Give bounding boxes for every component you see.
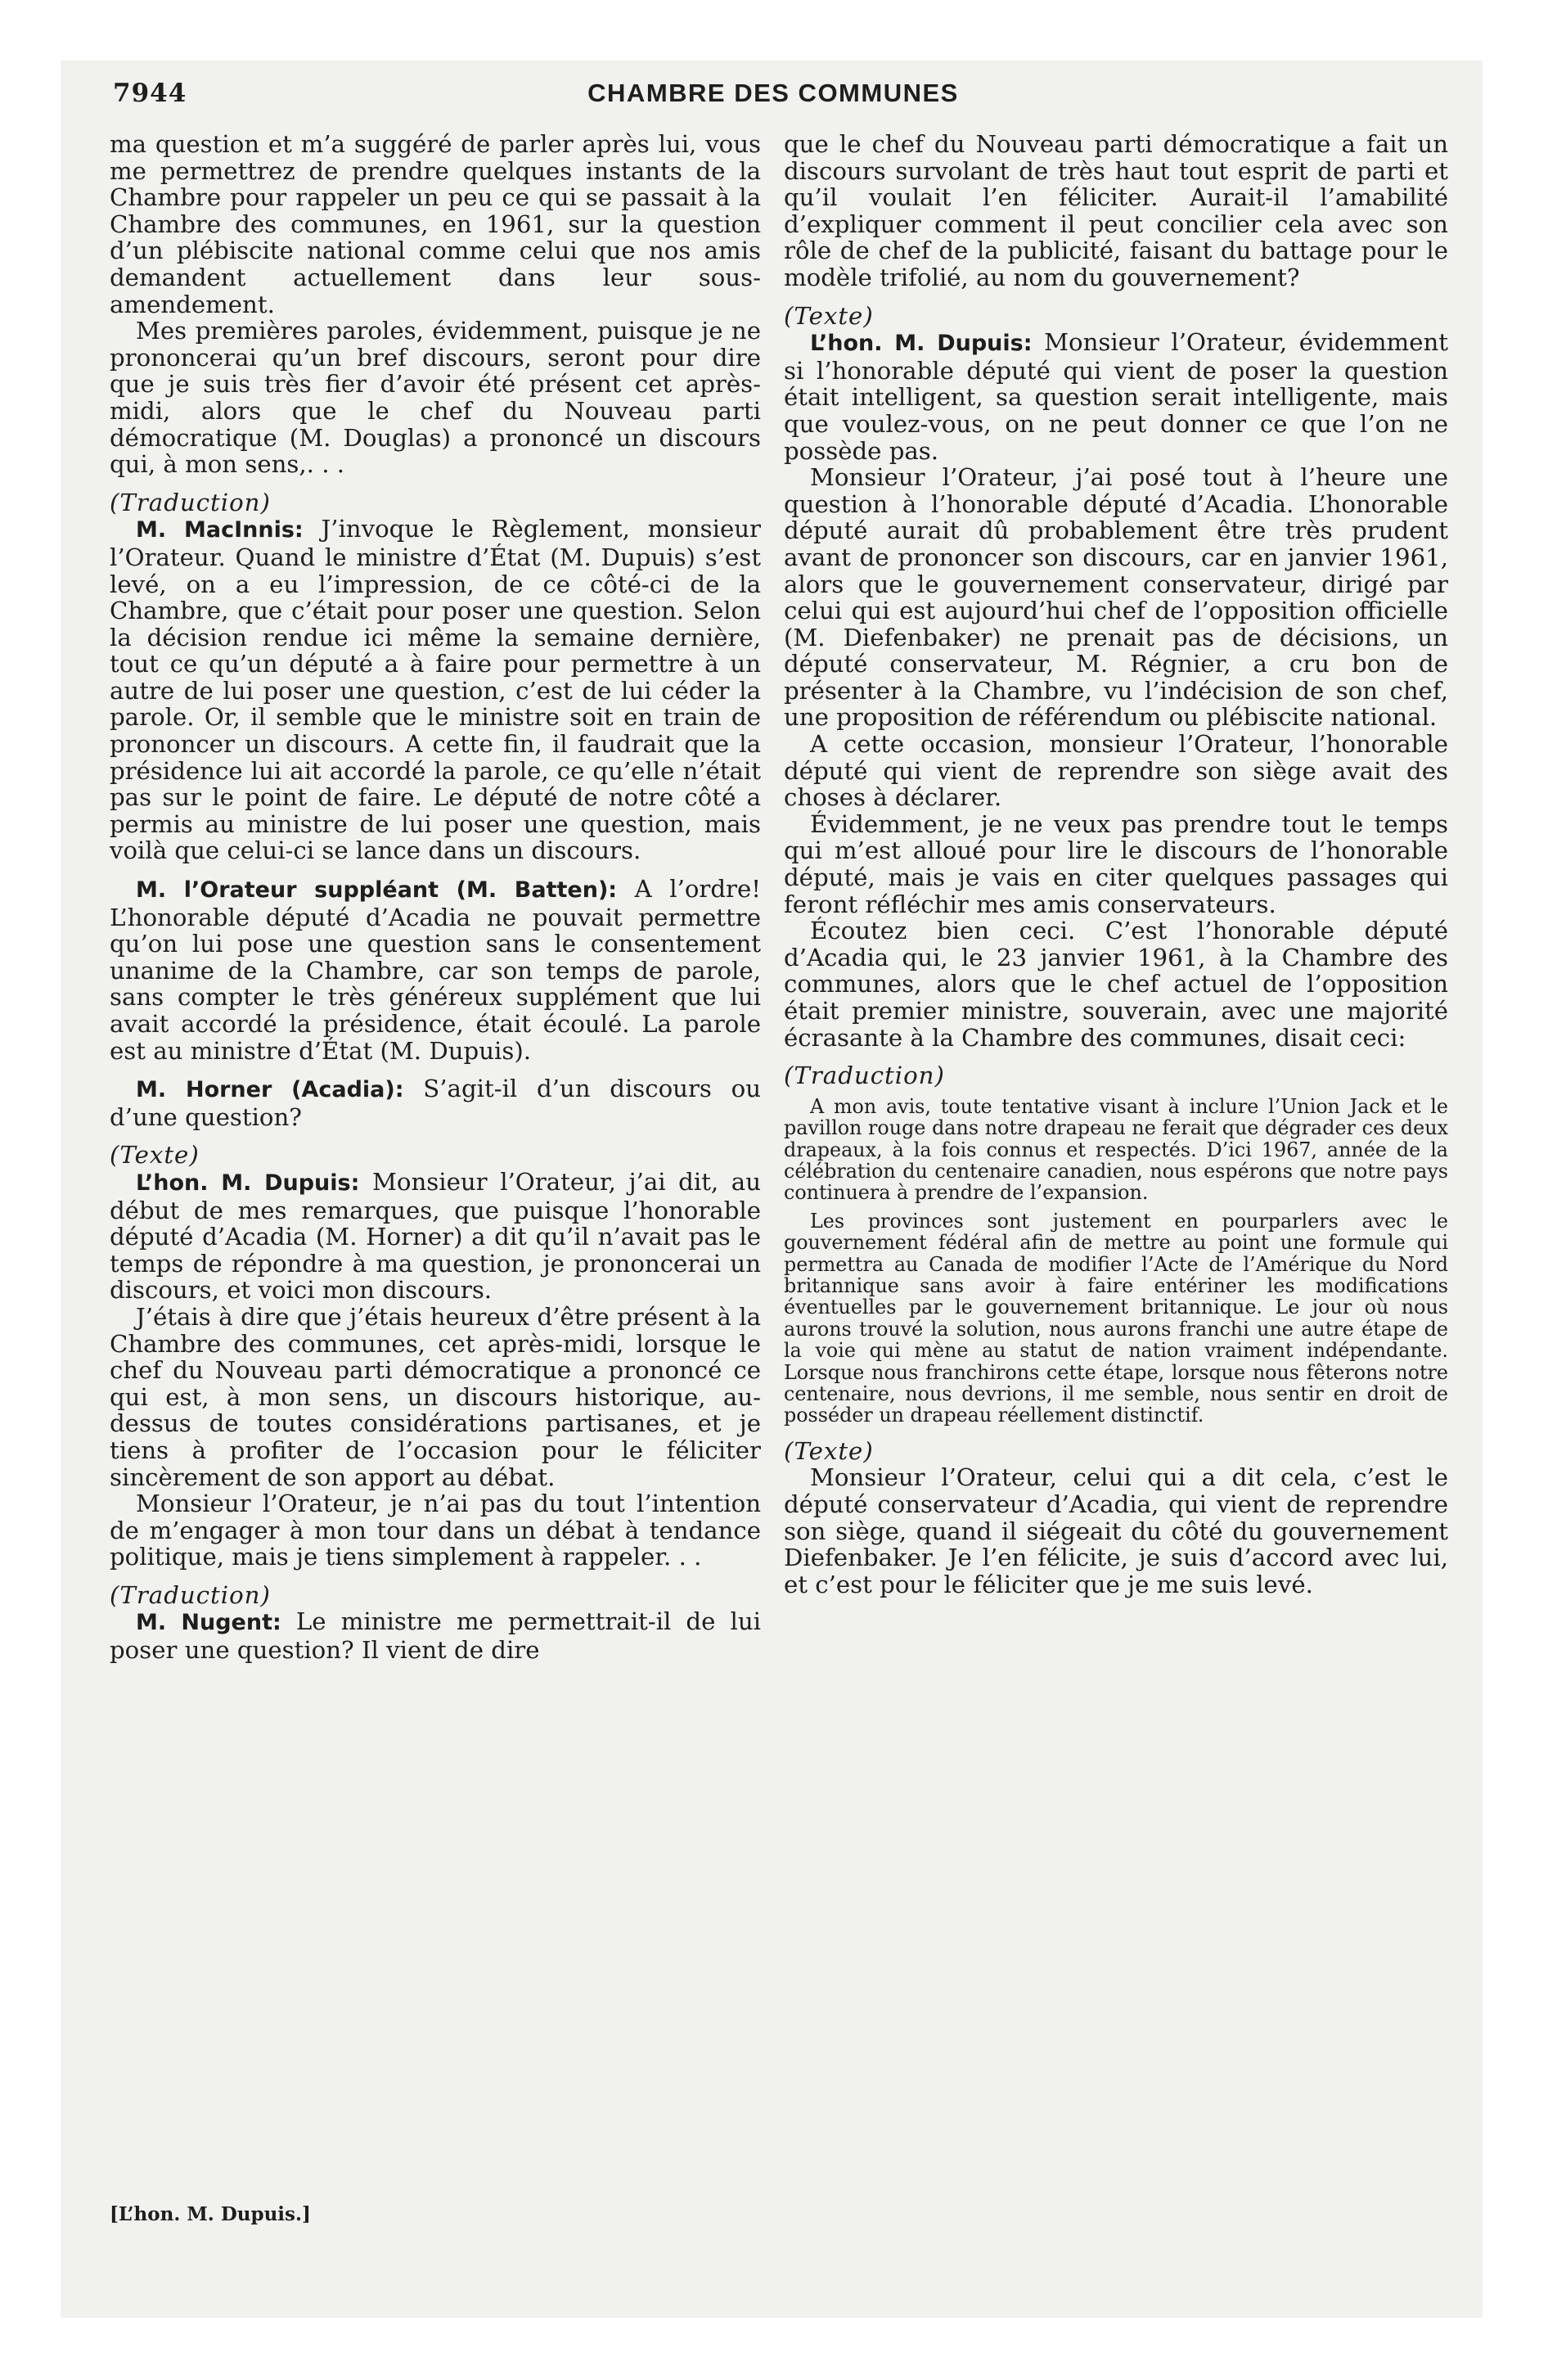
language-label: (Traduction)	[784, 1062, 945, 1090]
speech-text: S’agit-il d’un discours ou d’une question?	[110, 1075, 761, 1131]
speech-text: Le ministre me permettrait-il de lui poser une question? Il vient de dire	[110, 1607, 761, 1665]
speech-paragraph	[110, 876, 761, 1064]
speaker-name: M. l’Orateur suppléant (M. Batten):	[136, 877, 618, 904]
speech-text: J’invoque le Règlement, monsieur l’Orateur. Quand le ministre d’État (M. Dupuis) s’est levé, on a eu l’impression, de ce côté-ci de la Chambre, que c’était pour poser une question. Selon la décision rendue ici même la semaine dernière, tout ce qu’un député a à faire pour permettre à un autre de lui poser une question, c’est de lui céder la parole. Or, il semble que le ministre soit en train de prononcer un discours. A cette fin, il faudrait que la présidence lui ait accordé la parole, ce qu’elle n’était pas sur le point de faire. Le député de notre côté a permis au ministre de lui poser une question, mais voilà que celui-ci se lance dans un discours.	[110, 515, 761, 865]
speech-text: A l’ordre! L’honorable député d’Acadia ne pouvait permettre qu’on lui pose une question sans le consentement unanime de la Chambre, car son temps de parole, sans compter le très généreux supplément que lui avait accordé la présidence, était écoulé. La parole est au ministre d’État (M. Dupuis).	[110, 875, 762, 1065]
speech-text: Monsieur l’Orateur, j’ai dit, au début de mes remarques, que puisque l’honorable député d’Acadia (M. Horner) a dit qu’il n’avait pas le temps de répondre à ma question, je prononcerai un discours, et voici mon discours.	[110, 1167, 762, 1305]
paragraph: que le chef du Nouveau parti démocratique a fait un discours survolant de très haut tout esprit de parti et qu’il voulait l’en féliciter. Aurait-il l’amabilité d’expliquer comment il peut concilier cela avec son rôle de chef de la publicité, faisant du battage pour le modèle trifolié, au nom du gouvernement?	[784, 130, 1448, 291]
speech-paragraph	[784, 329, 1448, 464]
right-column	[784, 131, 1448, 1598]
speaker-name: M. Horner (Acadia):	[136, 1077, 404, 1103]
speaker-name: M. Nugent:	[136, 1610, 281, 1636]
speech-paragraph	[110, 1169, 761, 1304]
speech-paragraph	[110, 516, 761, 864]
speech-paragraph	[110, 1075, 761, 1130]
paragraph: Mes premières paroles, évidemment, puisque je ne prononcerai qu’un bref discours, seront pour dire que je suis très fier d’avoir été présent cet après-midi, alors que le chef du Nouveau parti démocratique (M. Douglas) a prononcé un discours qui, à mon sens,. . .	[110, 317, 761, 479]
paragraph: J’étais à dire que j’étais heureux d’être présent à la Chambre des communes, cet après-midi, lorsque le chef du Nouveau parti démocratique a prononcé ce qui est, à mon sens, un discours historique, au-dessus de toutes considérations partisanes, et je tiens à profiter de l’occasion pour le féliciter sincèrement de son apport au débat.	[110, 1302, 761, 1491]
speech-text: Monsieur l’Orateur, évidemment si l’honorable député qui vient de poser la question était intelligent, sa question serait intelligente, mais que voulez-vous, on ne peut donner ce que l’on ne possède pas.	[784, 328, 1449, 465]
language-label: (Texte)	[784, 1436, 874, 1465]
speaker-name: M. MacInnis:	[136, 517, 304, 543]
running-head: CHAMBRE DES COMMUNES	[587, 79, 959, 107]
language-label: (Traduction)	[110, 1580, 271, 1609]
speech-paragraph	[110, 1608, 761, 1663]
quotation: Les provinces sont justement en pourparlers avec le gouvernement fédéral afin de mettre au point une formule qui permettra au Canada de modifier l’Acte de l’Amérique du Nord britannique sans avoir à faire entériner les modifications éventuelles par le gouvernement britannique. Le jour où nous aurons trouvé la solution, nous aurons franchi une autre étape de la voie qui mène au statut de nation vraiment indépendante. Lorsque nous franchirons cette étape, lorsque nous fêterons notre centenaire, nous devrions, il me semble, nous sentir en droit de posséder un drapeau réellement distinctif.	[784, 1209, 1448, 1427]
paragraph: Évidemment, je ne veux pas prendre tout le temps qui m’est alloué pour lire le discours de l’honorable député, mais je vais en citer quelques passages qui feront réfléchir mes amis conservateurs.	[784, 809, 1448, 918]
language-label: (Traduction)	[110, 488, 271, 516]
speaker-name: L’hon. M. Dupuis:	[136, 1170, 360, 1196]
quotation: A mon avis, toute tentative visant à inclure l’Union Jack et le pavillon rouge dans notre drapeau ne ferait que dégrader ces deux drapeaux, à la fois connus et respectés. D’ici 1967, année de la célébration du centenaire canadien, nous espérons que notre pays continuera à prendre de l’expansion.	[784, 1094, 1448, 1205]
page-number: 7944	[113, 79, 187, 108]
speaker-name: L’hon. M. Dupuis:	[810, 331, 1033, 357]
left-column	[110, 131, 761, 1664]
paragraph: A cette occasion, monsieur l’Orateur, l’honorable député qui vient de reprendre son siège avait des choses à déclarer.	[784, 730, 1448, 812]
page-header	[113, 79, 1433, 119]
paragraph: Monsieur l’Orateur, j’ai posé tout à l’heure une question à l’honorable député d’Acadia. L’honorable député aurait dû probablement être très prudent avant de prononcer son discours, car en janvier 1961, alors que le gouvernement conservateur, dirigé par celui qui est aujourd’hui chef de l’opposition officielle (M. Diefenbaker) ne prenait pas de décisions, un député conservateur, M. Régnier, a cru bon de présenter à la Chambre, vu l’indécision de son chef, une proposition de référendum ou plébiscite national.	[784, 463, 1448, 732]
paragraph: ma question et m’a suggéré de parler après lui, vous me permettrez de prendre quelques instants de la Chambre pour rappeler un peu ce qui se passait à la Chambre des communes, en 1961, sur la question d’un plébiscite national comme celui que nos amis demandent actuellement dans leur sous-amendement.	[110, 130, 761, 318]
language-label: (Texte)	[110, 1141, 200, 1170]
speaker-attribution-footer: [L’hon. M. Dupuis.]	[110, 2203, 311, 2225]
paragraph: Monsieur l’Orateur, je n’ai pas du tout l’intention de m’engager à mon tour dans un débat à tendance politique, mais je tiens simplement à rappeler. . .	[110, 1490, 761, 1571]
language-label: (Texte)	[784, 301, 874, 330]
paragraph: Écoutez bien ceci. C’est l’honorable député d’Acadia qui, le 23 janvier 1961, à la Chambre des communes, alors que le chef actuel de l’opposition était premier ministre, souverain, avec une majorité écrasante à la Chambre des communes, disait ceci:	[784, 917, 1448, 1052]
paragraph: Monsieur l’Orateur, celui qui a dit cela, c’est le député conservateur d’Acadia, qui vient de reprendre son siège, quand il siégeait du côté du gouvernement Diefenbaker. Je l’en félicite, je suis d’accord avec lui, et c’est pour le féliciter que je me suis levé.	[784, 1463, 1448, 1598]
